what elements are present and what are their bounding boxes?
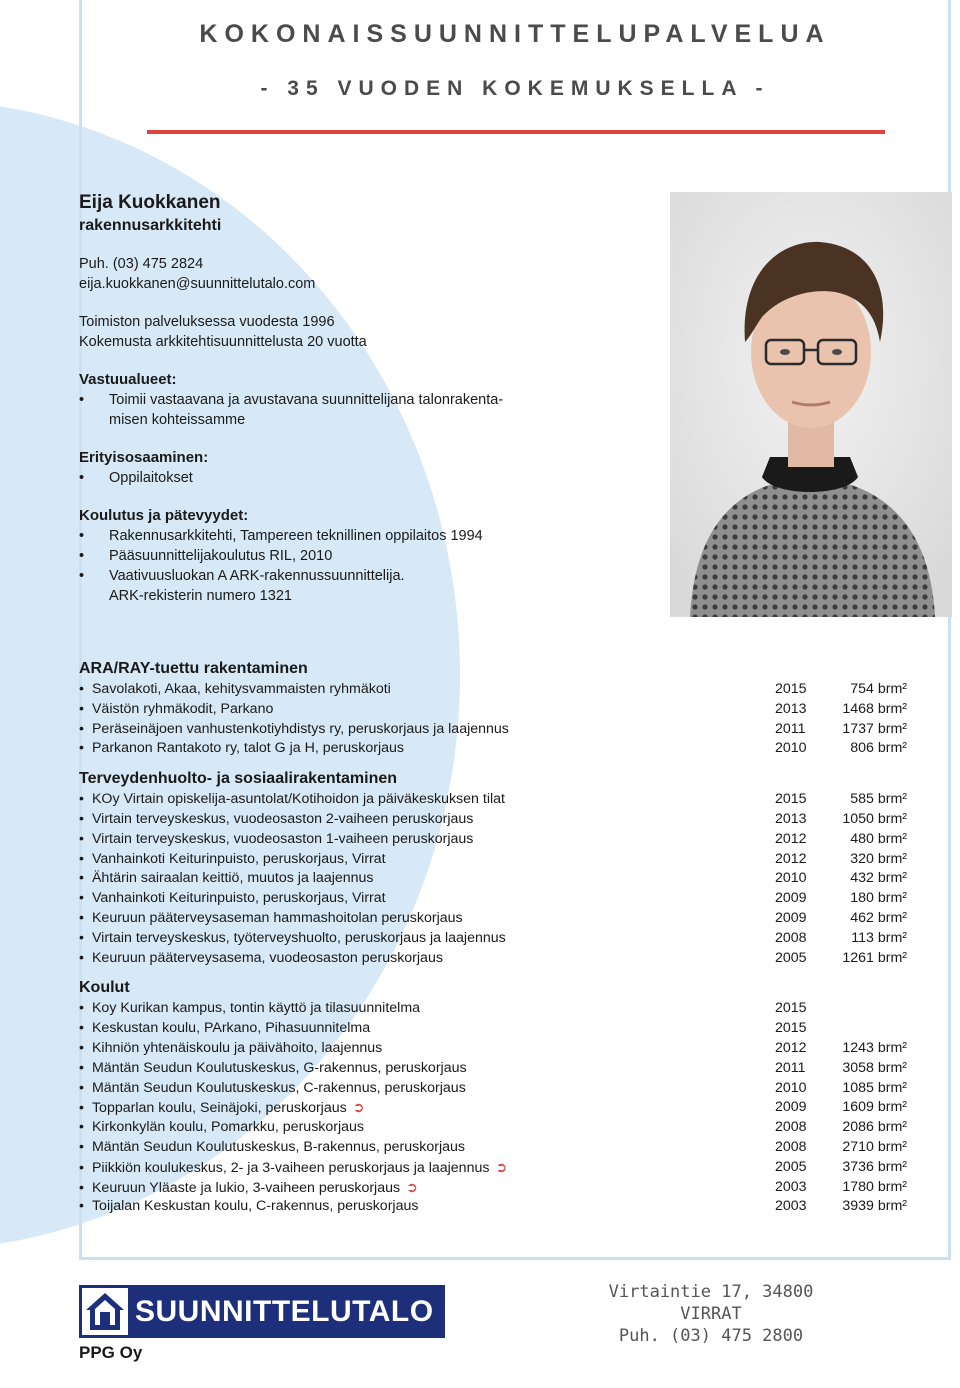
project-year: 2015 xyxy=(775,1020,807,1037)
project-area: 1243 brm² xyxy=(842,1039,907,1056)
project-name-text: Savolakoti, Akaa, kehitysvammaisten ryhmäkoti xyxy=(91,681,391,697)
education-item: • Vaativuusluokan A ARK-rakennussuunnittelija. xyxy=(79,566,659,586)
project-area: 1261 brm² xyxy=(842,949,907,966)
profile-section xyxy=(79,192,659,606)
specialty-item: • Oppilaitokset xyxy=(79,468,659,488)
specialty-heading: Erityisosaaminen: xyxy=(79,449,209,466)
project-name xyxy=(79,999,420,1019)
project-year: 2009 xyxy=(775,1099,807,1116)
project-row xyxy=(79,1138,909,1158)
project-row xyxy=(79,999,909,1019)
project-row xyxy=(79,1158,909,1178)
project-year: 2010 xyxy=(775,1079,807,1096)
project-area: 754 brm² xyxy=(850,681,907,697)
project-row xyxy=(79,949,909,969)
responsibilities-item: • Toimii vastaavana ja avustavana suunnittelijana talonrakenta- xyxy=(79,390,659,410)
education-item: • Rakennusarkkitehti, Tampereen teknillinen oppilaitos 1994 xyxy=(79,526,659,546)
project-area: 585 brm² xyxy=(850,791,907,808)
project-row xyxy=(79,790,909,810)
project-name xyxy=(79,949,443,969)
page-title: KOKONAISSUUNNITTELUPALVELUA xyxy=(199,20,831,48)
project-name xyxy=(79,1059,467,1079)
project-area: 1468 brm² xyxy=(842,700,907,717)
project-name-text: Koy Kurikan kampus, tontin käyttö ja tilasuunnitelma xyxy=(91,1000,421,1017)
project-year: 2009 xyxy=(775,909,807,926)
projects-section xyxy=(79,658,909,1217)
company-address xyxy=(586,1281,836,1347)
project-name xyxy=(79,1178,418,1199)
project-name-text: Väistön ryhmäkodit, Parkano xyxy=(91,700,274,717)
project-row xyxy=(79,1178,909,1198)
page-subtitle: - 35 VUODEN KOKEMUKSELLA - xyxy=(260,77,770,100)
project-row xyxy=(79,1019,909,1039)
arrow-right-icon[interactable]: ➲ xyxy=(406,1178,418,1195)
project-name-text: Topparlan koulu, Seinäjoki, peruskorjaus xyxy=(91,1100,347,1117)
project-name xyxy=(79,739,404,759)
project-name-text: Mäntän Seudun Koulutuskeskus, C-rakennus, peruskorjaus xyxy=(91,1079,466,1096)
project-name-text: Vanhainkoti Keiturinpuisto, peruskorjaus, Virrat xyxy=(91,850,386,867)
project-year: 2008 xyxy=(775,1119,807,1136)
project-name-text: Vanhainkoti Keiturinpuisto, peruskorjaus, Virrat xyxy=(91,890,386,907)
project-name-text: Keskustan koulu, PArkano, Pihasuunnitelma xyxy=(91,1020,371,1037)
company-phone: Puh. (03) 475 2800 xyxy=(618,1326,804,1346)
project-area: 1780 brm² xyxy=(842,1178,907,1195)
project-year: 2005 xyxy=(775,1158,807,1175)
project-row xyxy=(79,680,909,700)
project-row xyxy=(79,720,909,740)
project-name-text: Parkanon Rantakoto ry, talot G ja H, peruskorjaus xyxy=(91,740,404,757)
arrow-right-icon[interactable]: ➲ xyxy=(352,1099,365,1116)
project-area: 3736 brm² xyxy=(842,1158,907,1175)
street-address: Virtaintie 17, 34800 VIRRAT xyxy=(608,1282,814,1324)
project-year: 2008 xyxy=(775,1138,807,1155)
project-year: 2011 xyxy=(775,1059,806,1076)
project-year: 2010 xyxy=(775,870,807,887)
project-area: 806 brm² xyxy=(850,740,907,757)
project-row xyxy=(79,810,909,830)
project-name xyxy=(79,1138,465,1158)
project-name xyxy=(79,700,273,720)
project-year: 2008 xyxy=(775,929,807,946)
project-name xyxy=(79,1118,364,1138)
project-year: 2011 xyxy=(775,720,806,737)
project-name-text: Keuruun Yläaste ja lukio, 3-vaiheen peruskorjaus xyxy=(91,1179,401,1196)
project-name-text: Virtain terveyskeskus, vuodeosaston 2-vaiheen peruskorjaus xyxy=(91,810,474,827)
email-address[interactable]: eija.kuokkanen@suunnittelutalo.com xyxy=(79,276,316,292)
project-name-text: Kirkonkylän koulu, Pomarkku, peruskorjaus xyxy=(91,1119,365,1136)
project-name-text: Virtain terveyskeskus, vuodeosaston 1-vaiheen peruskorjaus xyxy=(91,830,474,847)
category-title-health: Terveydenhuolto- ja sosiaalirakentaminen xyxy=(79,770,398,788)
category-title-schools: Koulut xyxy=(79,979,130,997)
project-area: 2710 brm² xyxy=(842,1138,907,1155)
arrow-right-icon[interactable]: ➲ xyxy=(495,1158,508,1175)
project-area: 320 brm² xyxy=(850,850,907,867)
project-area: 432 brm² xyxy=(850,870,907,887)
project-name-text: Kihniön yhtenäiskoulu ja päivähoito, laajennus xyxy=(91,1039,383,1056)
project-list-schools xyxy=(79,999,909,1217)
project-year: 2003 xyxy=(775,1198,807,1215)
project-area: 462 brm² xyxy=(850,909,907,926)
house-logo-icon xyxy=(82,1288,128,1335)
education-item: • Pääsuunnittelijakoulutus RIL, 2010 xyxy=(79,546,659,566)
project-row xyxy=(79,909,909,929)
logo-wordmark: SUUNNITTELUTALO xyxy=(135,1295,434,1328)
person-role: rakennusarkkitehti xyxy=(79,217,222,234)
project-row xyxy=(79,830,909,850)
experience-text: Kokemusta arkkitehtisuunnittelusta 20 vuotta xyxy=(79,334,367,350)
project-row xyxy=(79,1079,909,1099)
project-name xyxy=(79,1039,382,1059)
project-name xyxy=(79,830,473,850)
project-name-text: Toijalan Keskustan koulu, C-rakennus, peruskorjaus xyxy=(91,1198,419,1215)
project-year: 2005 xyxy=(775,949,807,966)
project-name-text: KOy Virtain opiskelija-asuntolat/Kotihoidon ja päiväkeskuksen tilat xyxy=(91,791,505,808)
project-row xyxy=(79,869,909,889)
project-name xyxy=(79,1079,466,1099)
project-name-text: Piikkiön koulukeskus, 2- ja 3-vaiheen peruskorjaus ja laajennus xyxy=(91,1159,490,1176)
project-name xyxy=(79,680,391,700)
person-name: Eija Kuokkanen xyxy=(79,192,221,213)
project-area: 1737 brm² xyxy=(842,720,907,737)
project-name-text: Virtain terveyskeskus, työterveyshuolto, peruskorjaus ja laajennus xyxy=(91,929,506,946)
project-year: 2013 xyxy=(775,700,807,717)
project-name xyxy=(79,1098,364,1119)
project-area: 2086 brm² xyxy=(842,1119,907,1136)
project-year: 2010 xyxy=(775,740,807,757)
project-name xyxy=(79,1158,507,1179)
portrait-illustration xyxy=(670,192,952,617)
project-year: 2013 xyxy=(775,810,807,827)
project-year: 2012 xyxy=(775,830,807,847)
service-since: Toimiston palveluksessa vuodesta 1996 xyxy=(79,314,335,330)
project-row xyxy=(79,1098,909,1118)
project-row xyxy=(79,1059,909,1079)
project-row xyxy=(79,889,909,909)
project-row xyxy=(79,1039,909,1059)
project-name xyxy=(79,909,463,929)
project-year: 2003 xyxy=(775,1178,807,1195)
project-name xyxy=(79,889,386,909)
header-divider xyxy=(147,130,885,134)
project-name xyxy=(79,810,473,830)
project-area: 180 brm² xyxy=(850,890,907,907)
portrait-photo xyxy=(670,192,952,617)
project-list-ara xyxy=(79,680,909,759)
project-name-text: Peräseinäjoen vanhustenkotiyhdistys ry, peruskorjaus ja laajennus xyxy=(91,720,509,737)
project-name xyxy=(79,1019,370,1039)
project-name-text: Ähtärin sairaalan keittiö, muutos ja laajennus xyxy=(91,870,374,887)
project-name-text: Mäntän Seudun Koulutuskeskus, B-rakennus, peruskorjaus xyxy=(91,1138,466,1155)
category-title-ara: ARA/RAY-tuettu rakentaminen xyxy=(79,660,308,677)
project-name-text: Keuruun pääterveysasema, vuodeosaston peruskorjaus xyxy=(91,949,443,966)
project-row xyxy=(79,1118,909,1138)
education-heading: Koulutus ja pätevyydet: xyxy=(79,507,249,524)
company-logo xyxy=(79,1285,445,1338)
project-list-health xyxy=(79,790,909,968)
project-row xyxy=(79,739,909,759)
project-year: 2009 xyxy=(775,890,807,907)
project-name xyxy=(79,850,386,870)
project-year: 2012 xyxy=(775,1039,807,1056)
project-area: 1050 brm² xyxy=(842,810,907,827)
project-name xyxy=(79,1197,418,1217)
project-name xyxy=(79,790,505,810)
project-row xyxy=(79,1197,909,1217)
project-area: 480 brm² xyxy=(850,830,907,847)
project-name xyxy=(79,929,506,949)
project-area: 3058 brm² xyxy=(842,1059,907,1076)
responsibilities-heading: Vastuualueet: xyxy=(79,371,177,388)
project-area: 1609 brm² xyxy=(842,1099,907,1116)
project-name xyxy=(79,869,374,889)
project-row xyxy=(79,929,909,949)
project-area: 113 brm² xyxy=(851,929,907,946)
project-name-text: Mäntän Seudun Koulutuskeskus, G-rakennus, peruskorjaus xyxy=(91,1059,467,1076)
project-area: 3939 brm² xyxy=(842,1198,907,1215)
project-name xyxy=(79,720,509,740)
project-row xyxy=(79,850,909,870)
phone-number: Puh. (03) 475 2824 xyxy=(79,256,204,272)
project-year: 2015 xyxy=(775,681,807,697)
company-name: PPG Oy xyxy=(79,1343,143,1362)
project-year: 2015 xyxy=(775,791,807,808)
project-row xyxy=(79,700,909,720)
responsibilities-item-cont: misen kohteissamme xyxy=(109,412,246,428)
project-name-text: Keuruun pääterveysaseman hammashoitolan peruskorjaus xyxy=(91,909,463,926)
project-area: 1085 brm² xyxy=(842,1079,907,1096)
project-year: 2012 xyxy=(775,850,807,867)
project-year: 2015 xyxy=(775,1000,807,1017)
education-item-cont: ARK-rekisterin numero 1321 xyxy=(109,588,292,604)
